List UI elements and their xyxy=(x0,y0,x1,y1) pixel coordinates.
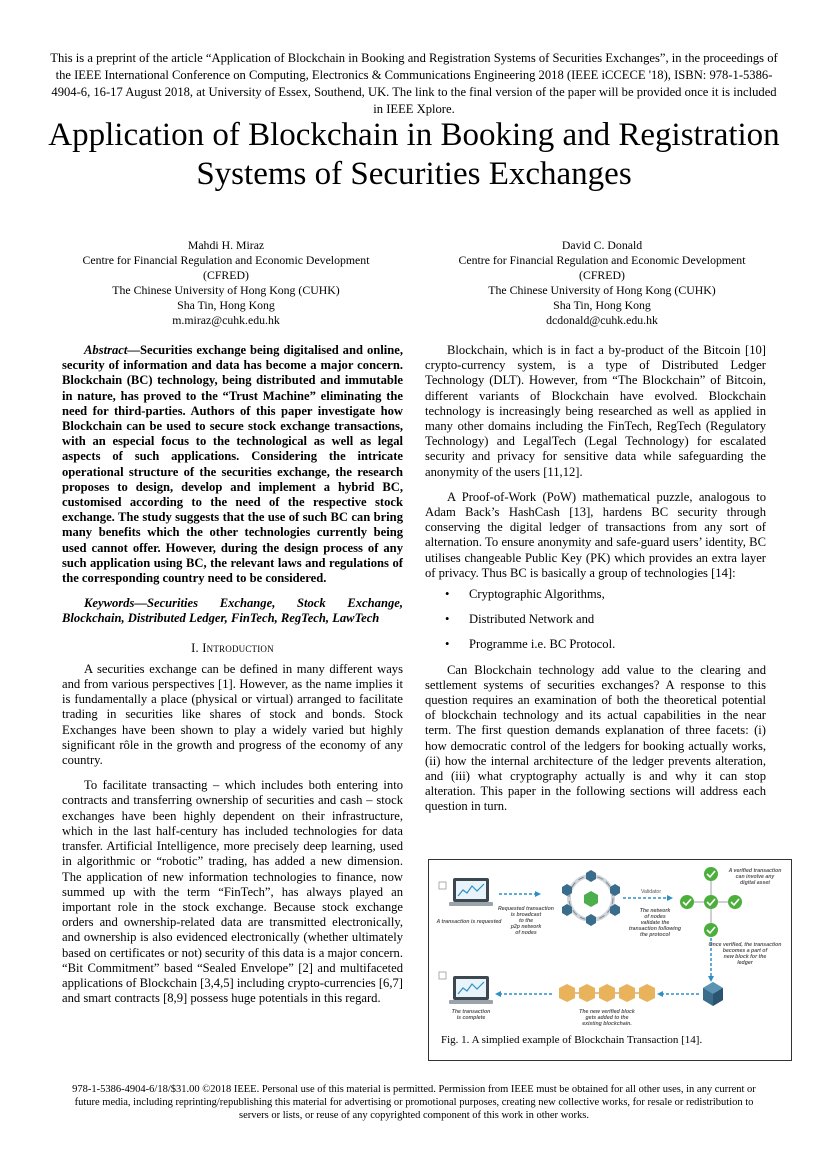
new-block-icon xyxy=(703,982,723,1006)
section-heading: I. Introduction xyxy=(191,640,274,655)
arrow-right-icon xyxy=(535,891,541,897)
laptop-icon xyxy=(439,972,493,1004)
arrow-right-icon xyxy=(667,895,673,901)
keywords xyxy=(62,596,403,626)
label-verified: A verified transaction can involve any digital asset xyxy=(728,868,782,886)
keywords-text: Securities Exchange, Stock Exchange, Blockchain, Distributed Ledger, FinTech, RegTech, LawTech xyxy=(62,596,403,626)
abstract-text: Securities exchange being digitalised and online, security of information and data has become a major concern. Blockchain (BC) technology, being distributed and immutable in nature, has proved to the “Trust Machine” eliminating the need for third-parties. Authors of this paper investigate how Blockchain can be used to secure stock exchange transactions, with an especial focus to the technological as well as legal aspects of such applications. Considering the intricate operational structure of the securities exchange, the research proposes to design, develop and implement a hybrid BC, customised according to the need of the respective stock exchange. The study suggests that the use of such BC can bring many benefits which the other technologies currently being used cannot offer. However, during the design process of any such application using BC, the relevant laws and regulations of the corresponding country need to be considered. xyxy=(62,343,403,586)
preprint-notice: This is a preprint of the article “Application of Blockchain in Booking and Registration Systems of Securities Exchanges”, in the proceedings of the IEEE International Conference on Computing, Electronics & Communications Engineering 2018 (IEEE iCCECE '18), ISBN: 978-1-5386-4904-6, 16-17 August 2018, at University of Essex, Southend, UK. The link to the final version of the paper will be provided once it is included in IEEE Xplore. xyxy=(50,51,778,116)
author-location: Sha Tin, Hong Kong xyxy=(553,298,651,312)
left-column xyxy=(62,343,403,1006)
laptop-icon xyxy=(439,878,493,906)
body-paragraph-3: Can Blockchain technology add value to the clearing and settlement systems of securities exchanges? A response to this question requires an examination of both the theoretical potential of blockchain technology and its actual capabilities in the near term. The first question demands explanation of three facets: (i) how democratic control of the ledgers for booking actually works, (ii) how the internal architecture of the ledger prevents alteration, and (iii) what cryptography actually is and why it can stop alteration. This paper in the following sections will address each question in turn. xyxy=(425,662,766,814)
author-email: dcdonald@cuhk.edu.hk xyxy=(546,313,658,327)
arrow-left-icon xyxy=(495,991,501,997)
arrow-down-icon xyxy=(708,976,714,982)
right-column xyxy=(425,343,766,815)
blockchain-diagram xyxy=(429,860,791,1060)
author-affiliation: Centre for Financial Regulation and Economic Development xyxy=(458,253,746,267)
author-email: m.miraz@cuhk.edu.hk xyxy=(172,313,280,327)
body-paragraph-2: A Proof-of-Work (PoW) mathematical puzzle, analogous to Adam Back’s HashCash [13], hardens BC security through conserving the digital ledger of transactions from any sort of alternation. To ensure anonymity and safe-guard users’ identity, BC utilises changeable Public Key (PK) which provides an extra layer of privacy. Thus BC is basically a group of technologies [14]: xyxy=(425,489,766,580)
label-validate: The network of nodes validate the transaction following the protocol xyxy=(628,908,682,938)
keywords-label: Keywords— xyxy=(84,596,147,611)
author-location: Sha Tin, Hong Kong xyxy=(177,298,275,312)
figure-blockchain-transaction xyxy=(428,859,792,1061)
blockchain-icon xyxy=(559,984,655,1002)
copyright-footer: 978-1-5386-4904-6/18/$31.00 ©2018 IEEE. Personal use of this material is permitted. Permission from IEEE must be obtained for all other uses, in any current or future media, including reprinting/republishing this material for advertising or promotional purposes, creating new collective works, for resale or redistribution to servers or lists, or reuse of any copyrighted component of this work in other works. xyxy=(72,1084,756,1121)
paper-title: Application of Blockchain in Booking and Registration Systems of Securities Exchanges xyxy=(48,117,780,192)
label-new-block: Once verified, the transaction becomes a part of new block for the ledger xyxy=(708,942,782,966)
figure-caption: Fig. 1. A simplied example of Blockchain Transaction [14]. xyxy=(441,1034,703,1046)
author-block-2 xyxy=(432,238,772,328)
arrow-left-icon xyxy=(657,991,663,997)
node-network-icon xyxy=(562,870,620,926)
list-item: • Programme i.e. BC Protocol. xyxy=(445,637,616,652)
label-validator: Validator xyxy=(640,889,662,895)
author-block-1 xyxy=(56,238,396,328)
label-broadcast: Requested transaction is broadcast to the p2p network of nodes xyxy=(498,906,554,936)
abstract xyxy=(62,343,403,586)
author-university: The Chinese University of Hong Kong (CUHK) xyxy=(488,283,716,297)
list-item: • Cryptographic Algorithms, xyxy=(445,587,605,602)
author-affiliation-abbr: (CFRED) xyxy=(203,268,249,282)
author-affiliation: Centre for Financial Regulation and Economic Development xyxy=(82,253,370,267)
label-requested: A transaction is requested xyxy=(436,919,502,925)
label-complete: The transaction is complete xyxy=(451,1009,491,1021)
intro-paragraph-2: To facilitate transacting – which includes both entering into contracts and transferring ownership of securities and cash – stock exchanges have been highly dependent on their infrastructure, which in the last half-century has included technologies for data transfer. Artificial Intelligence, more precisely deep learning, used in algorithmic or “robotic” trading, has added a new dimension. The application of new information technologies to finance, now summed up with the term “FinTech”, has always played an important role in the stock exchange. Because stock exchange orders and ownership-related data are transmitted electronically, and ownership is also evidenced electronically (whether ultimately based on certificates or not) security of this data is a major concern. “Bit Commitment” based “Sealed Envelope” [2] and multifaceted applications of Blockchain [3,4,5] including crypto-currencies [6,7] and smart contracts [8,9] possess huge potentials in this regard. xyxy=(62,778,403,1006)
author-university: The Chinese University of Hong Kong (CUHK) xyxy=(112,283,340,297)
label-added: The new verified block gets added to the existing blockchain. xyxy=(579,1009,635,1027)
author-name: Mahdi H. Miraz xyxy=(187,238,265,252)
check-icon xyxy=(680,867,742,937)
body-paragraph-1: Blockchain, which is in fact a by-product of the Bitcoin [10] crypto-currency system, is a type of Distributed Ledger Technology (DLT). However, from “The Blockchain” of Bitcoin, different variants of Blockchain have evolved. Blockchain technology is increasingly being researched as well as applied in many other domains including the FinTech, RegTech (Regulatory Technology) and LegalTech (Legal Technology) for escalated security and privacy for sensitive data while safeguarding the anonymity of the users [11,12]. xyxy=(425,343,766,479)
author-name: David C. Donald xyxy=(561,238,643,252)
list-item: • Distributed Network and xyxy=(445,612,595,627)
technology-list xyxy=(425,587,766,653)
intro-paragraph-1: A securities exchange can be defined in many different ways and from various perspectives [1]. However, as the name implies it is fundamentally a place (physical or virtual) arranged to facilitate trading in securities like shares of stock and bonds. Stock Exchanges have been shown to play a widely varied but highly significant rôle in the growth and progress of the economy of any country. xyxy=(62,661,403,768)
abstract-label: Abstract— xyxy=(84,343,140,357)
author-affiliation-abbr: (CFRED) xyxy=(579,268,625,282)
